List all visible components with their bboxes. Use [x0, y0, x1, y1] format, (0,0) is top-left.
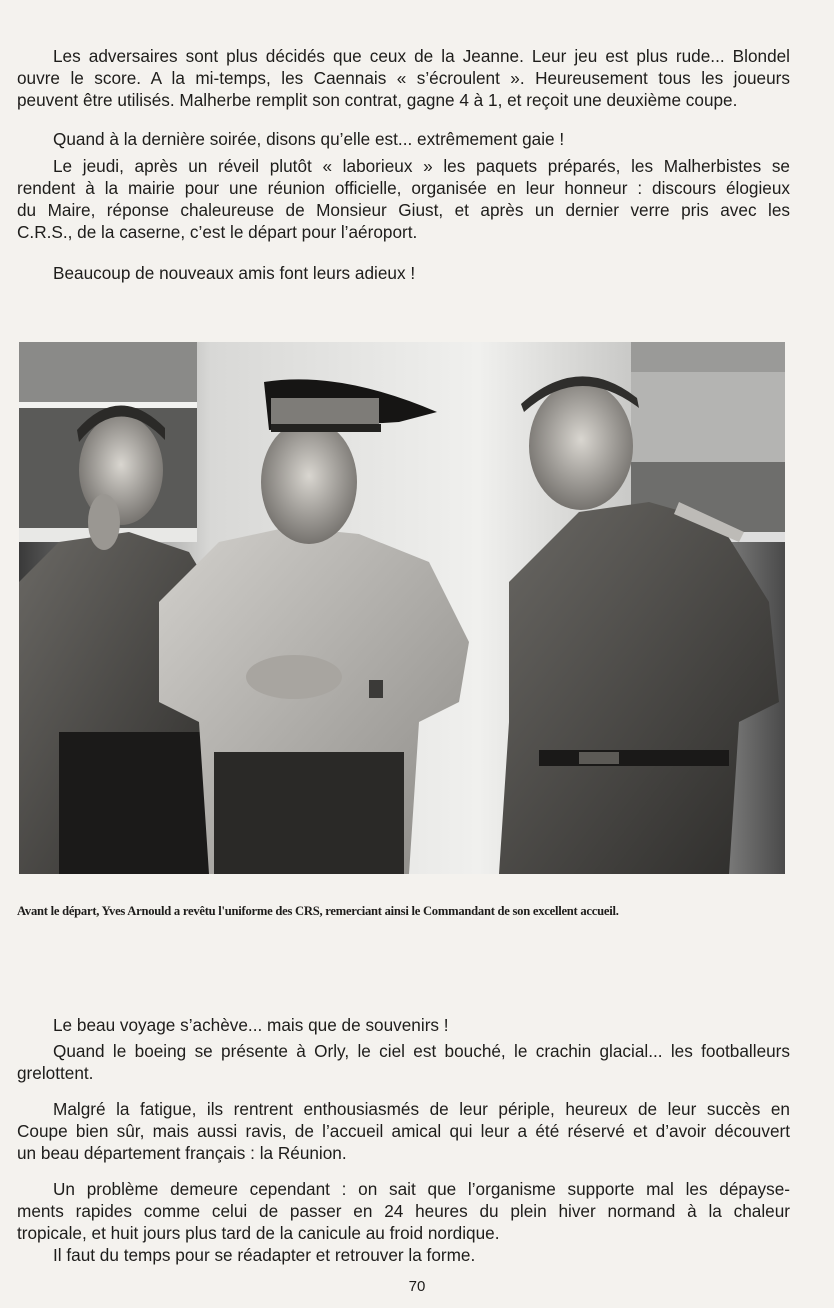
text-line: Le beau voyage s’achève... mais que de souvenirs !: [53, 1015, 449, 1035]
text-line: Il faut du temps pour se réadapter et retrouver la forme.: [53, 1245, 476, 1265]
text-line: grelottent.: [17, 1063, 94, 1083]
photo-caption: Avant le départ, Yves Arnould a revêtu l'uniforme des CRS, remerciant ainsi le Commandant de son excellent accueil.: [17, 904, 619, 918]
text-line: Les adversaires sont plus décidés que ceux de la Jeanne. Leur jeu est plus rude... Blondel: [53, 46, 790, 66]
paragraph-last-evening: [17, 128, 790, 150]
text-line: un beau département français : la Réunion.: [17, 1143, 347, 1163]
text-line: Le jeudi, après un réveil plutôt « laborieux » les paquets préparés, les Malherbistes se: [53, 156, 790, 176]
photograph: [19, 342, 785, 874]
text-line: tropicale, et huit jours plus tard de la canicule au froid nordique.: [17, 1223, 500, 1243]
text-line: rendent à la mairie pour une réunion officielle, organisée en leur honneur : discours élogieux: [17, 178, 790, 198]
text-line: du Maire, réponse chaleureuse de Monsieur Giust, et après un dernier verre pris avec les: [17, 200, 790, 220]
paragraph-problem: [17, 1178, 790, 1244]
text-line: Un problème demeure cependant : on sait que l’organisme supporte mal les dépayse-: [53, 1179, 790, 1199]
page-number: 70: [408, 1278, 426, 1295]
text-line: peuvent être utilisés. Malherbe remplit son contrat, gagne 4 à 1, et reçoit une deuxième coupe.: [17, 90, 738, 110]
paragraph-thursday: [17, 155, 790, 243]
text-line: Beaucoup de nouveaux amis font leurs adieux !: [53, 263, 416, 283]
paragraph-voyage-ends: [17, 1014, 790, 1036]
text-line: ouvre le score. A la mi-temps, les Caennais « s’écroulent ». Heureusement tous les joueurs: [17, 68, 790, 88]
text-line: Quand le boeing se présente à Orly, le ciel est bouché, le crachin glacial... les footballeurs: [53, 1041, 790, 1061]
photo-illustration: [19, 342, 785, 874]
paragraph-return: [17, 1098, 790, 1164]
text-line: C.R.S., de la caserne, c’est le départ pour l’aéroport.: [17, 222, 418, 242]
paragraph-match-report: [17, 45, 790, 111]
text-line: Coupe bien sûr, mais aussi ravis, de l’accueil amical qui leur a été réservé et d’avoir découvert: [17, 1121, 790, 1141]
paragraph-orly: [17, 1040, 790, 1084]
paragraph-farewells: [17, 262, 790, 284]
text-line: Malgré la fatigue, ils rentrent enthousiasmés de leur périple, heureux de leur succès en: [53, 1099, 790, 1119]
text-line: Quand à la dernière soirée, disons qu’elle est... extrêmement gaie !: [53, 129, 565, 149]
text-line: ments rapides comme celui de passer en 24 heures du plein hiver normand à la chaleur: [17, 1201, 790, 1221]
paragraph-readapt: [17, 1244, 790, 1266]
